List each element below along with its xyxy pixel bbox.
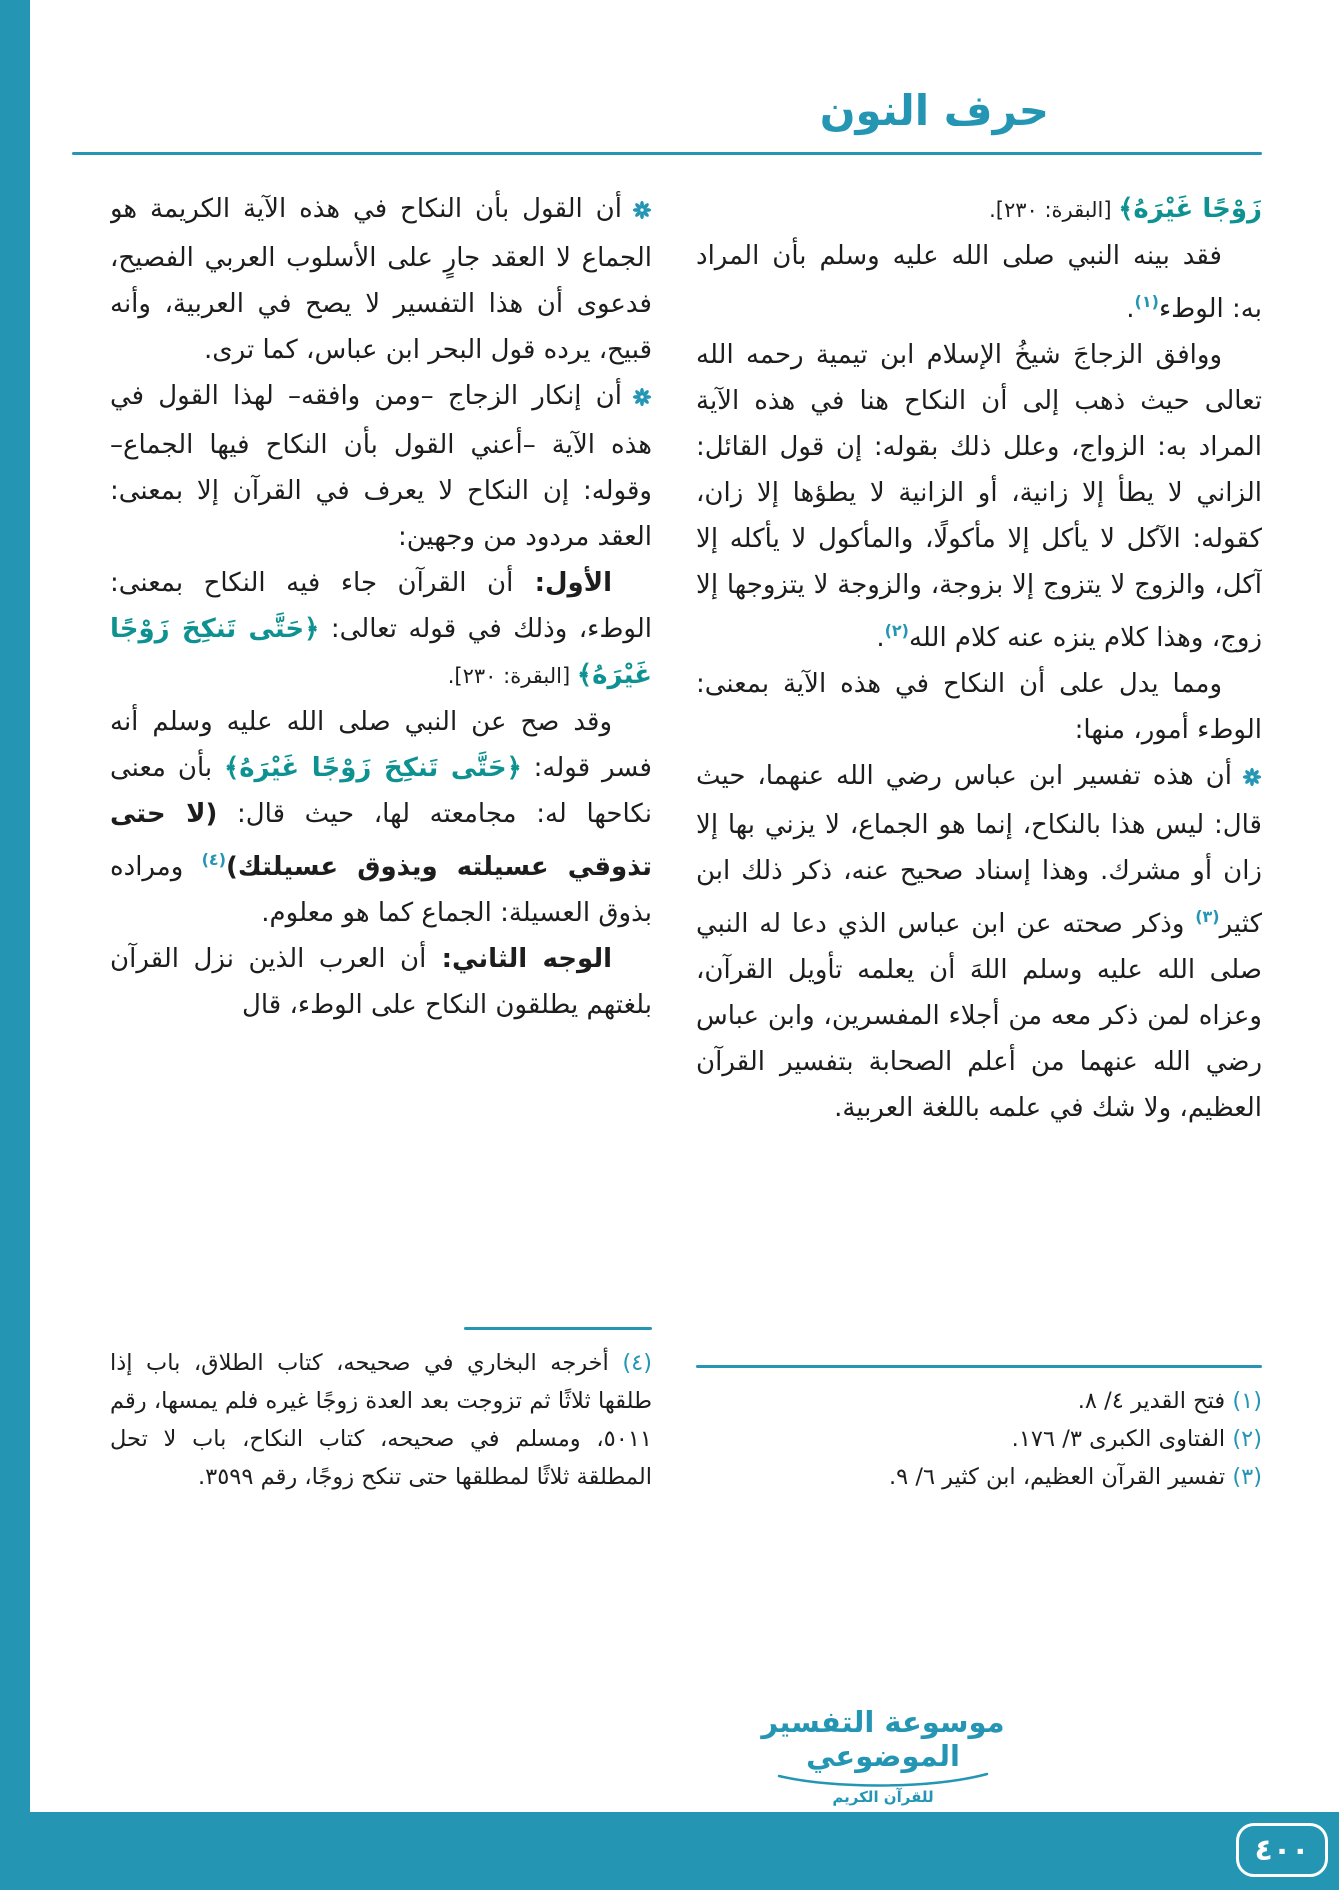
footnote-marker: (١) [1232,1388,1262,1414]
footnote-marker: (٤) [622,1350,652,1376]
body-text: أن إنكار الزجاج –ومن وافقه– لهذا القول في هذه الآية –أعني القول بأن النكاح فيها الجماع– وقوله: إن النكاح لا يعرف في القرآن إلا بمعنى: العقد مردود من وجهين: [110,381,652,552]
page-number-value: ٤٠٠ [1254,1832,1310,1868]
paragraph [696,753,1262,1131]
verse-reference: [البقرة: ٢٣٠]. [989,198,1119,222]
emphasis-text: (لا حتى تذوقي عسيلته ويذوق عسيلتك) [110,799,652,882]
footnote-list-left [110,1344,652,1496]
quran-quote: ﴿حَتَّى تَنكِحَ زَوْجًا غَيْرَهُ﴾ [223,753,522,783]
footnote-text: فتح القدير ٤/ ٨. [1077,1388,1233,1414]
paragraph [110,186,652,373]
body-text: فقد بينه النبي صلى الله عليه وسلم بأن المراد به: الوطء [696,241,1262,324]
column-left [110,186,652,1496]
column-right [696,186,1262,1496]
column-left-text [110,186,652,1028]
footnote [696,1458,1262,1496]
chapter-title: حرف النون [819,86,1049,135]
footnote-marker: (٢) [1232,1426,1262,1452]
quran-quote: ﴿حَتَّى تَنكِحَ زَوْجًا غَيْرَهُ﴾ [110,614,652,690]
body-text: أن هذه تفسير ابن عباس رضي الله عنهما، حيث قال: ليس هذا بالنكاح، إنما هو الجماع، لا يزني بها إلا زان أو مشرك. وهذا إسناد صحيح عنه، ذكر ذلك ابن كثير [696,761,1262,939]
page-number [1236,1823,1328,1877]
paragraph [110,373,652,560]
paragraph [696,233,1262,332]
paragraph [696,332,1262,661]
quran-quote: زَوْجًا غَيْرَهُ﴾ [1118,194,1262,224]
paragraph [696,186,1262,233]
publisher-logo [757,1705,1009,1806]
footnote-marker: (٣) [1232,1464,1262,1490]
flower-bullet-icon [632,376,652,422]
body-text: . [876,623,885,653]
footer-bar [0,1812,1339,1890]
column-left-footnotes [110,1327,652,1496]
column-right-text [696,186,1262,1131]
page-content [110,186,1262,1496]
footnote-ref: (١) [1134,292,1159,311]
column-right-footnotes [696,1365,1262,1496]
body-text: ومراده بذوق العسيلة: الجماع كما هو معلوم. [110,852,652,928]
page-edge-decoration [0,0,30,1890]
body-text: وقد صح عن النبي صلى الله عليه وسلم أنه فسر قوله: [110,707,652,783]
logo-flourish-icon [773,1771,993,1787]
flower-bullet-icon [632,189,652,235]
emphasis-text: الوجه الثاني: [426,944,612,974]
body-text: بأن معنى نكاحها له: مجامعته لها، حيث قال: [110,753,652,829]
footnote-ref: (٤) [201,850,226,869]
footnote-text: الفتاوى الكبرى ٣/ ١٧٦. [1011,1426,1233,1452]
footnote [696,1382,1262,1420]
flower-bullet-icon [1242,756,1262,802]
body-text: . [1126,294,1135,324]
body-text: أن العرب الذين نزل القرآن بلغتهم يطلقون النكاح على الوطء، قال [110,944,652,1020]
footnote-ref: (٣) [1195,907,1220,926]
body-text: أن القول بأن النكاح في هذه الآية الكريمة هو الجماع لا العقد جارٍ على الأسلوب العربي الفصيح، فدعوى أن هذا التفسير لا يصح في العربية، وأنه قبيح، يرده قول البحر ابن عباس، كما ترى. [110,194,652,365]
footnote-separator-left [464,1327,652,1330]
body-text: وذكر صحته عن ابن عباس الذي دعا له النبي صلى الله عليه وسلم اللهَ أن يعلمه تأويل القرآن، وعزاه لمن ذكر معه من أجلاء المفسرين، وابن عباس رضي الله عنهما من أعلم الصحابة بتفسير القرآن العظيم، ولا شك في علمه باللغة العربية. [696,909,1262,1123]
footnote-ref: (٢) [884,621,909,640]
body-text: أن القرآن جاء فيه النكاح بمعنى: الوطء، وذلك في قوله تعالى: [110,568,652,644]
footnote [110,1344,652,1496]
publisher-logo-title: موسوعة التفسير الموضوعي [761,1705,1005,1773]
paragraph [110,560,652,699]
emphasis-text: الأول: [513,568,612,598]
footnote-text: تفسير القرآن العظيم، ابن كثير ٦/ ٩. [888,1464,1233,1490]
paragraph [110,936,652,1028]
paragraph [110,699,652,936]
body-text: ووافق الزجاجَ شيخُ الإسلام ابن تيمية رحمه الله تعالى حيث ذهب إلى أن النكاح هنا في هذه الآية المراد به: الزواج، وعلل ذلك بقوله: إن قول القائل: الزاني لا يطأ إلا زانية، أو الزانية لا يطؤها إلا زان، كقوله: الآكل لا يأكل إلا مأكولًا، والمأكول لا يأكله إلا آكل، والزوج لا يتزوج إلا بزوجة، والزوجة لا يتزوجها إلا زوج، وهذا كلام ينزه عنه كلام الله [696,340,1262,653]
paragraph [696,661,1262,753]
verse-reference: [البقرة: ٢٣٠]. [447,664,577,688]
header-rule [72,152,1262,155]
footnote-list-right [696,1382,1262,1496]
footnote [696,1420,1262,1458]
footnote-separator-right [696,1365,1262,1368]
publisher-logo-subtitle: للقرآن الكريم [832,1788,934,1806]
footnote-text: أخرجه البخاري في صحيحه، كتاب الطلاق، باب إذا طلقها ثلاثًا ثم تزوجت بعد العدة زوجًا غيره فلم يمسها، رقم ٥٠١١، ومسلم في صحيحه، كتاب النكاح، باب لا تحل المطلقة ثلاثًا لمطلقها حتى تنكح زوجًا، رقم ٣٥٩٩. [110,1350,652,1490]
body-text: ومما يدل على أن النكاح في هذه الآية بمعنى: الوطء أمور، منها: [696,669,1262,745]
